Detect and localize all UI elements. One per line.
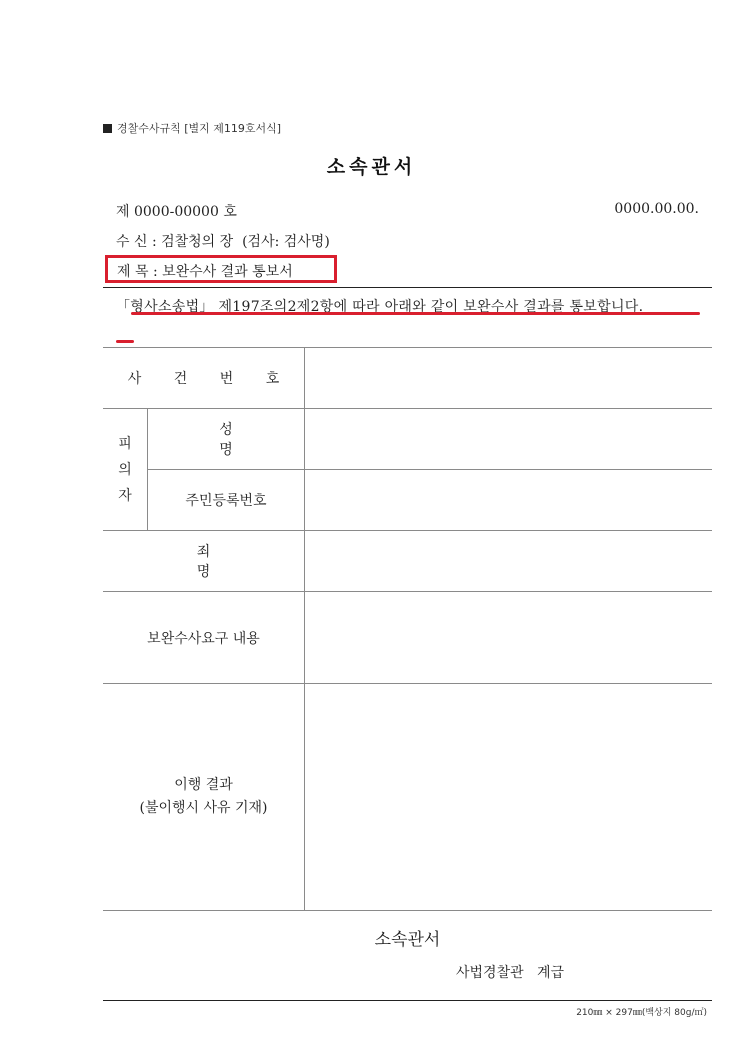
result-label-line-2: (불이행시 사유 기재) xyxy=(139,800,268,816)
result-label-line-1: 이행 결과 xyxy=(174,777,233,793)
recipient: 수 신 : 검찰청의 장 (검사: 검사명) xyxy=(116,234,330,250)
suspect-label-char-3: 자 xyxy=(118,487,132,504)
paper-spec: 210㎜ × 297㎜(백상지 80g/㎡) xyxy=(576,1008,707,1018)
case-number-field[interactable] xyxy=(305,348,713,409)
document-date: 0000.00.00. xyxy=(614,201,699,217)
red-underline-mark xyxy=(131,312,700,315)
signature-officer: 사법경찰관 계급 xyxy=(456,965,565,981)
request-content-field[interactable] xyxy=(305,592,713,684)
result-label xyxy=(103,684,305,911)
document-number: 제 0000-00000 호 xyxy=(116,204,237,220)
suspect-label-char-2: 의 xyxy=(118,461,132,478)
square-bullet-icon xyxy=(103,124,112,133)
resident-id-field[interactable] xyxy=(305,470,713,531)
notice-form-table xyxy=(103,347,712,911)
case-number-label: 사 건 번 호 xyxy=(103,348,305,409)
suspect-group-label xyxy=(103,409,148,531)
subject-highlight-box xyxy=(105,255,337,283)
request-content-label: 보완수사요구 내용 xyxy=(103,592,305,684)
signature-office: 소속관서 xyxy=(374,930,441,950)
charge-field[interactable] xyxy=(305,531,713,592)
resident-id-label: 주민등록번호 xyxy=(148,470,305,531)
red-underline-mark-2 xyxy=(116,340,134,343)
bottom-divider xyxy=(103,1000,712,1001)
suspect-label-char-1: 피 xyxy=(118,435,132,452)
name-label: 성 명 xyxy=(148,409,305,470)
form-reference xyxy=(103,120,281,136)
subject-text: 제 목 : 보완수사 결과 통보서 xyxy=(117,264,293,280)
result-field[interactable] xyxy=(305,684,713,911)
document-title: 소속관서 xyxy=(326,156,417,178)
form-reference-text: 경찰수사규칙 [별지 제119호서식] xyxy=(117,122,282,135)
name-field[interactable] xyxy=(305,409,713,470)
intro-text: 「형사소송법」 제197조의2제2항에 따라 아래와 같이 보완수사 결과를 통보합니다. xyxy=(116,299,644,315)
top-divider xyxy=(103,287,712,288)
charge-label: 죄 명 xyxy=(103,531,305,592)
